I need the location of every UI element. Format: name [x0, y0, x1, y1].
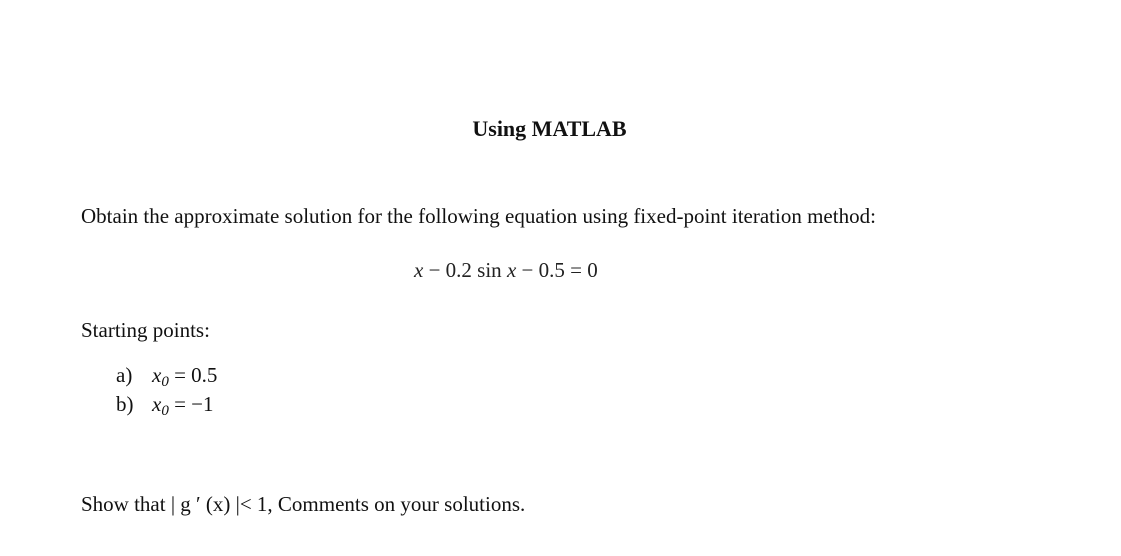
starting-point-var: x: [152, 392, 162, 416]
list-marker: b): [116, 392, 134, 416]
problem-statement: Obtain the approximate solution for the following equation using fixed-point iteration method:: [81, 204, 876, 228]
equation-x: x: [414, 258, 424, 282]
starting-point-b: [116, 391, 214, 424]
starting-point-subscript: 0: [161, 403, 169, 419]
page-title: Using MATLAB: [472, 116, 627, 141]
equation-x-arg: x: [501, 258, 517, 282]
starting-point-var: x: [152, 363, 162, 387]
starting-point-value: = 0.5: [168, 363, 218, 387]
equation-sin: sin: [477, 258, 502, 282]
show-that-instruction: Show that | g ′ (x) |< 1, Comments on your solutions.: [81, 492, 526, 516]
starting-point-value: = −1: [168, 392, 214, 416]
equation-rest: − 0.5 = 0: [516, 258, 598, 282]
equation-term: − 0.2: [423, 258, 478, 282]
starting-points-label: Starting points:: [81, 318, 210, 342]
starting-point-subscript: 0: [161, 374, 169, 390]
equation: [414, 257, 598, 283]
list-marker: a): [116, 363, 133, 387]
